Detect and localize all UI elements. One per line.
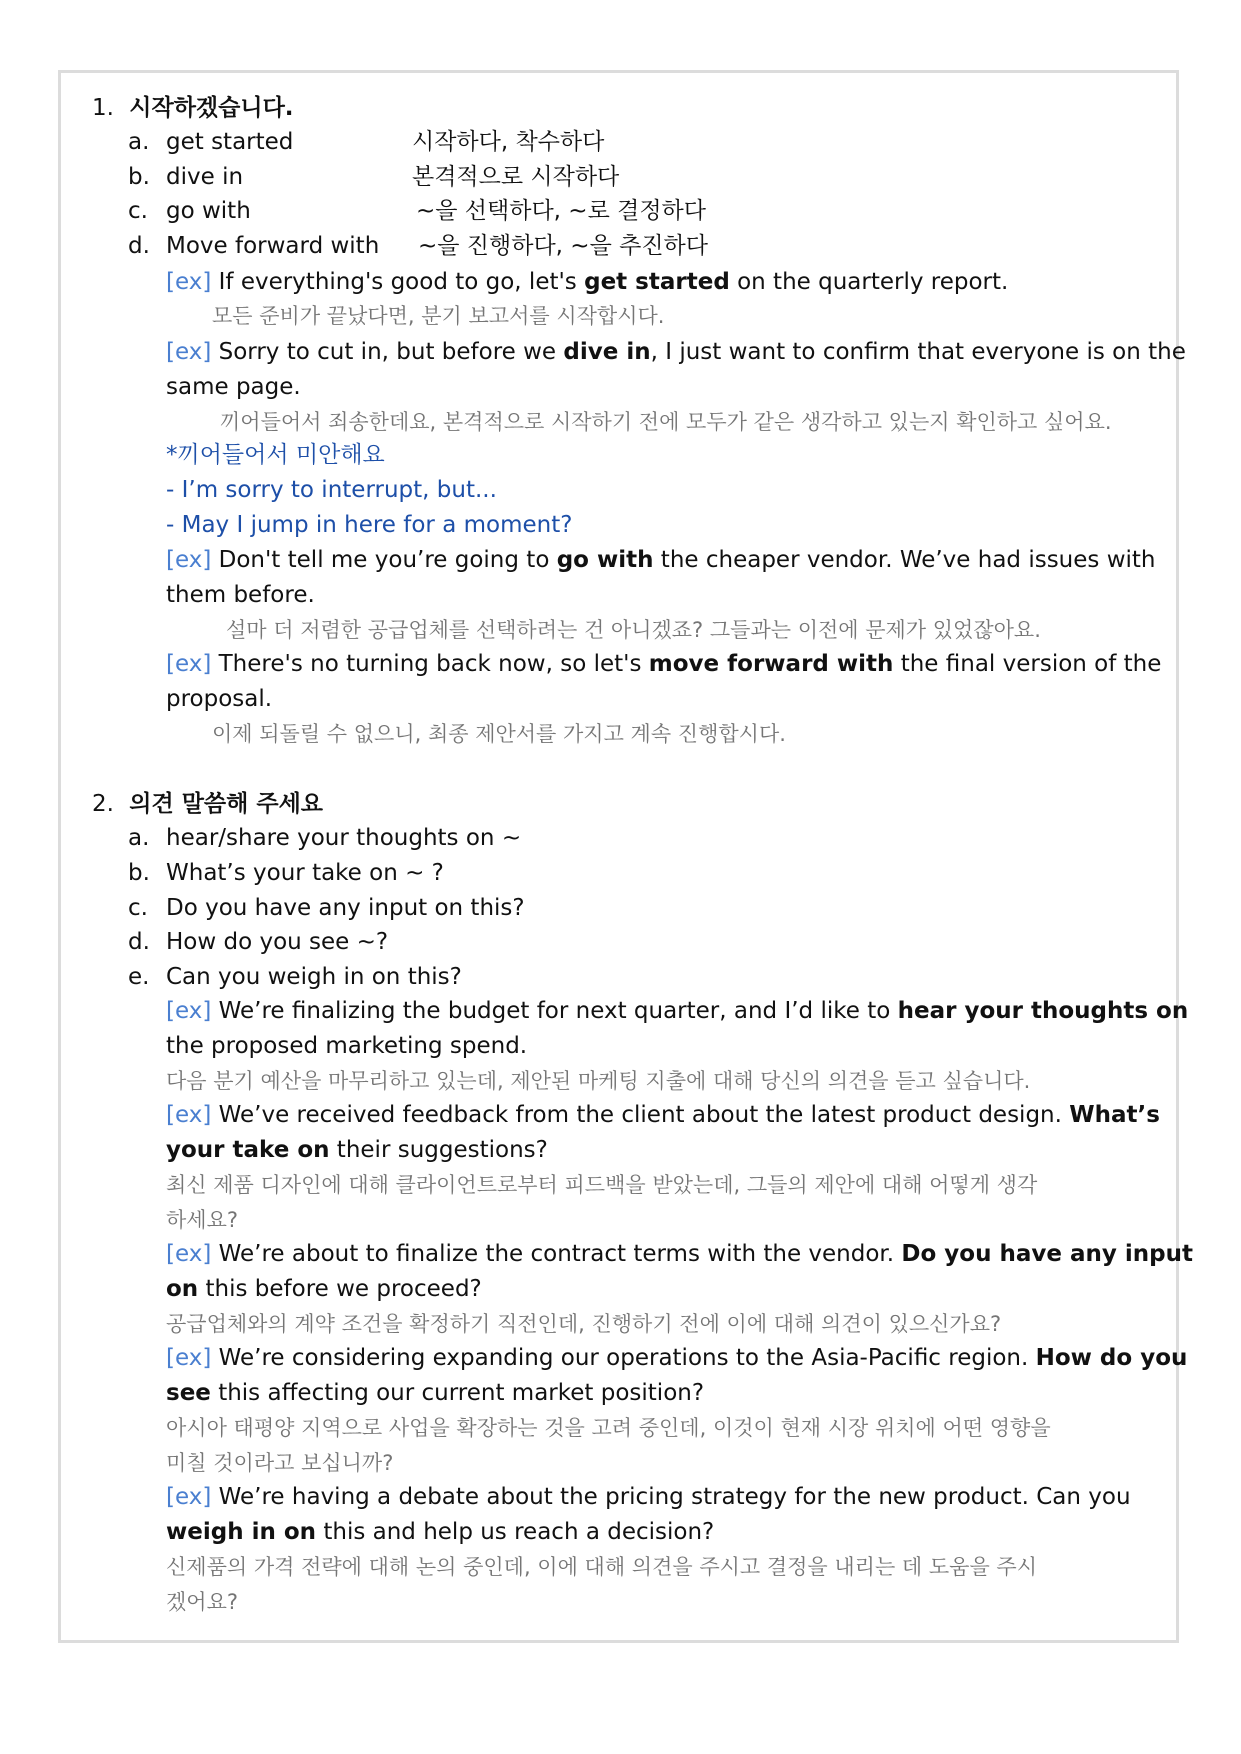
ex-keyword: Do you have any input: [901, 1241, 1193, 1267]
ex-text: We’re considering expanding our operations to the Asia-Pacific region.: [218, 1345, 1036, 1371]
ex-text: , I just want to confirm that everyone is on the: [650, 339, 1186, 365]
section-title: 시작하겠습니다.: [129, 95, 294, 121]
item-en: Can you weigh in on this?: [166, 964, 462, 990]
item-en: What’s your take on ~ ?: [166, 860, 444, 886]
section-2-heading: [92, 787, 323, 821]
item-letter: c.: [128, 895, 148, 921]
section-title: 의견 말씀해 주세요: [129, 791, 324, 817]
example-sentence-cont: [166, 1515, 714, 1549]
ex-text: Don't tell me you’re going to: [218, 547, 557, 573]
item-ko: 본격적으로 시작하다: [412, 164, 620, 190]
ex-text: the final version of the: [893, 651, 1162, 677]
item-en: get started: [166, 129, 294, 155]
example-sentence: [166, 1237, 1193, 1271]
example-sentence: [166, 647, 1161, 681]
ex-text: on the quarterly report.: [729, 269, 1009, 295]
note-line: - May I jump in here for a moment?: [166, 512, 573, 538]
note-line: *끼어들어서 미안해요: [166, 442, 385, 468]
item-letter: b.: [128, 164, 150, 190]
example-sentence: [166, 1341, 1187, 1375]
example-translation: 공급업체와의 계약 조건을 확정하기 직전인데, 진행하기 전에 이에 대해 의견이 있으신가요?: [166, 1312, 1002, 1336]
item-letter: e.: [128, 964, 150, 990]
ex-text: this affecting our current market position?: [210, 1380, 705, 1406]
item-en: dive in: [166, 164, 244, 190]
ex-keyword: weigh in on: [166, 1519, 317, 1545]
ex-text: their suggestions?: [329, 1137, 548, 1163]
example-sentence-cont: the proposed marketing spend.: [166, 1033, 528, 1059]
ex-text: this before we proceed?: [198, 1276, 482, 1302]
example-translation: 설마 더 저렴한 공급업체를 선택하려는 건 아니겠죠? 그들과는 이전에 문제가 있었잖아요.: [226, 618, 1041, 642]
example-translation: 모든 준비가 끝났다면, 분기 보고서를 시작합시다.: [212, 304, 665, 328]
ex-keyword: get started: [584, 269, 730, 295]
example-translation: 신제품의 가격 전략에 대해 논의 중인데, 이에 대해 의견을 주시고 결정을 내리는 데 도움을 주시: [166, 1555, 1037, 1579]
example-sentence-cont: same page.: [166, 374, 301, 400]
section-number: 2.: [92, 791, 114, 817]
ex-keyword: How do you: [1035, 1345, 1188, 1371]
ex-keyword: go with: [556, 547, 654, 573]
item-letter: c.: [128, 198, 148, 224]
example-translation: 미칠 것이라고 보십니까?: [166, 1451, 394, 1475]
example-translation: 끼어들어서 죄송한데요, 본격적으로 시작하기 전에 모두가 같은 생각하고 있는지 확인하고 싶어요.: [220, 410, 1112, 434]
ex-tag: [ex]: [166, 1102, 212, 1128]
ex-keyword: move forward with: [648, 651, 894, 677]
note-line: - I’m sorry to interrupt, but...: [166, 477, 497, 503]
ex-tag: [ex]: [166, 1241, 212, 1267]
ex-keyword: your take on: [166, 1137, 330, 1163]
item-en: hear/share your thoughts on ~: [166, 825, 522, 851]
example-sentence-cont: [166, 1376, 704, 1410]
ex-keyword: What’s: [1069, 1102, 1160, 1128]
item-letter: a.: [128, 129, 150, 155]
item-letter: b.: [128, 860, 150, 886]
example-sentence: [166, 265, 1008, 299]
ex-text: There's no turning back now, so let's: [218, 651, 649, 677]
ex-tag: [ex]: [166, 339, 212, 365]
example-translation: 겠어요?: [166, 1590, 239, 1614]
ex-keyword: hear your thoughts on: [897, 998, 1189, 1024]
example-sentence: [166, 335, 1186, 369]
ex-text: We’re having a debate about the pricing strategy for the new product. Can you: [218, 1484, 1131, 1510]
example-translation: 최신 제품 디자인에 대해 클라이언트로부터 피드백을 받았는데, 그들의 제안에 대해 어떻게 생각: [166, 1173, 1038, 1197]
item-en: Move forward with: [166, 233, 380, 259]
example-sentence-cont: proposal.: [166, 686, 273, 712]
example-sentence-cont: them before.: [166, 582, 315, 608]
section-1-heading: [92, 91, 294, 125]
ex-tag: [ex]: [166, 651, 212, 677]
ex-text: the cheaper vendor. We’ve had issues with: [653, 547, 1156, 573]
section-number: 1.: [92, 95, 114, 121]
ex-tag: [ex]: [166, 998, 212, 1024]
ex-keyword: see: [166, 1380, 211, 1406]
example-translation: 다음 분기 예산을 마무리하고 있는데, 제안된 마케팅 지출에 대해 당신의 의견을 듣고 싶습니다.: [166, 1069, 1031, 1093]
item-en: go with: [166, 198, 251, 224]
ex-tag: [ex]: [166, 269, 212, 295]
example-translation: 이제 되돌릴 수 없으니, 최종 제안서를 가지고 계속 진행합시다.: [212, 722, 786, 746]
item-letter: d.: [128, 929, 150, 955]
example-sentence: [166, 1098, 1160, 1132]
ex-keyword: on: [166, 1276, 199, 1302]
example-translation: 아시아 태평양 지역으로 사업을 확장하는 것을 고려 중인데, 이것이 현재 시장 위치에 어떤 영향을: [166, 1416, 1051, 1440]
item-en: Do you have any input on this?: [166, 895, 525, 921]
ex-text: this and help us reach a decision?: [316, 1519, 715, 1545]
example-translation: 하세요?: [166, 1208, 239, 1232]
item-ko: ~을 선택하다, ~로 결정하다: [416, 198, 706, 224]
example-sentence: [166, 1480, 1131, 1514]
item-letter: a.: [128, 825, 150, 851]
ex-text: We’re finalizing the budget for next quarter, and I’d like to: [218, 998, 898, 1024]
ex-tag: [ex]: [166, 1345, 212, 1371]
example-sentence-cont: [166, 1272, 482, 1306]
example-sentence: [166, 543, 1156, 577]
item-ko: ~을 진행하다, ~을 추진하다: [418, 233, 708, 259]
ex-text: We’ve received feedback from the client about the latest product design.: [218, 1102, 1070, 1128]
ex-text: If everything's good to go, let's: [218, 269, 585, 295]
ex-text: Sorry to cut in, but before we: [218, 339, 564, 365]
item-letter: d.: [128, 233, 150, 259]
ex-keyword: dive in: [563, 339, 651, 365]
ex-text: We’re about to finalize the contract terms with the vendor.: [218, 1241, 902, 1267]
example-sentence-cont: [166, 1133, 548, 1167]
ex-tag: [ex]: [166, 547, 212, 573]
ex-tag: [ex]: [166, 1484, 212, 1510]
example-sentence: [166, 994, 1188, 1028]
item-en: How do you see ~?: [166, 929, 389, 955]
item-ko: 시작하다, 착수하다: [412, 129, 605, 155]
